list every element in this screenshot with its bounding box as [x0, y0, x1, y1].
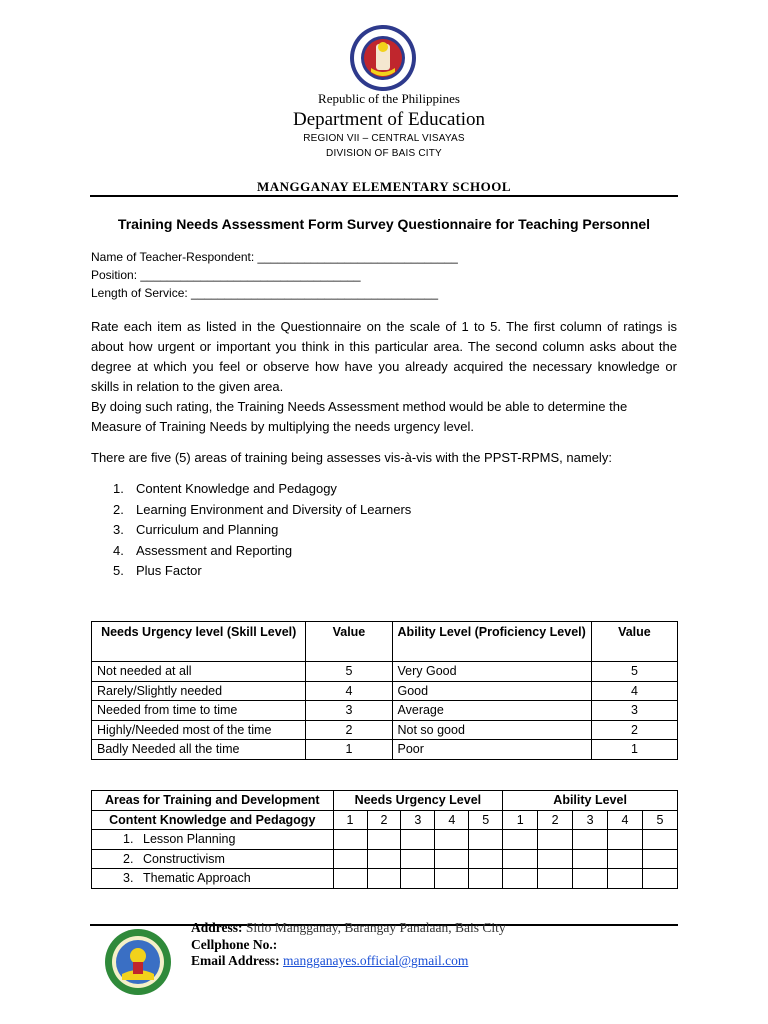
republic-line: Republic of the Philippines: [318, 91, 460, 106]
column-header: Ability Level (Proficiency Level): [392, 622, 591, 662]
rating-cell[interactable]: [503, 830, 538, 850]
rating-cell[interactable]: [401, 869, 435, 889]
column-header: Ability Level: [503, 791, 678, 811]
table-row: 1. Lesson Planning: [92, 830, 678, 850]
list-item: 2. Learning Environment and Diversity of Learners: [113, 501, 412, 517]
rating-cell[interactable]: [573, 869, 608, 889]
training-areas-list: [113, 479, 411, 582]
table-row: 3. Thematic Approach: [92, 869, 678, 889]
rating-cell[interactable]: [503, 869, 538, 889]
header-divider: [90, 195, 678, 197]
rating-cell[interactable]: [333, 849, 367, 869]
deped-seal-icon: [349, 24, 417, 92]
rating-cell[interactable]: [401, 830, 435, 850]
rating-cell[interactable]: [469, 830, 503, 850]
division-line: DIVISION OF BAIS CITY: [326, 148, 442, 159]
school-name: MANGGANAY ELEMENTARY SCHOOL: [256, 179, 512, 194]
instructions-paragraph: Rate each item as listed in the Questionnaire on the scale of 1 to 5. The first column of ratings is about how urgent or important you think in this particular area. The second column asks about the degree at which you feel or observe how have you already acquired the necessary knowledge or skills in relation to the given area.: [91, 319, 677, 394]
column-header: Value: [591, 622, 677, 662]
rating-table: [91, 790, 678, 889]
rating-cell[interactable]: [643, 830, 678, 850]
rating-cell[interactable]: [435, 869, 469, 889]
rating-cell[interactable]: [608, 830, 643, 850]
table-row: 2. Constructivism: [92, 849, 678, 869]
rating-cell[interactable]: [643, 869, 678, 889]
rating-cell[interactable]: [503, 849, 538, 869]
school-logo-icon: [104, 928, 172, 996]
rating-cell[interactable]: [435, 830, 469, 850]
email-link[interactable]: mangganayes.official@gmail.com: [283, 953, 469, 968]
phone-line: Cellphone No.:: [191, 936, 278, 952]
table-header-row: [92, 791, 678, 811]
table-row: Badly Needed all the time 1 Poor 1: [92, 740, 678, 760]
rating-cell[interactable]: [401, 849, 435, 869]
table-row: Content Knowledge and Pedagogy 1 2 3 4 5 1 2 3 4 5: [92, 810, 678, 830]
rating-cell[interactable]: [608, 849, 643, 869]
column-header: Needs Urgency Level: [333, 791, 503, 811]
email-line: Email Address: mangganayes.official@gmail.com: [191, 953, 469, 968]
school-contact: [191, 920, 506, 970]
rating-cell[interactable]: [435, 849, 469, 869]
table-row: Highly/Needed most of the time 2 Not so good 2: [92, 720, 678, 740]
column-header: Value: [306, 622, 392, 662]
list-item: 3. Curriculum and Planning: [113, 522, 279, 537]
rating-cell[interactable]: [538, 849, 573, 869]
rating-cell[interactable]: [333, 830, 367, 850]
section-header: Content Knowledge and Pedagogy: [92, 810, 334, 830]
department-title: Department of Education: [292, 109, 486, 130]
rating-cell[interactable]: [367, 849, 401, 869]
teacher-name-field: Name of Teacher-Respondent: ______________________________: [91, 250, 458, 264]
list-item: 4. Assessment and Reporting: [113, 542, 293, 558]
position-field: Position: _________________________________: [91, 268, 361, 282]
region-line: REGION VII – CENTRAL VISAYAS: [303, 133, 465, 144]
scale-table: [91, 621, 678, 760]
list-item: 1. Content Knowledge and Pedagogy: [113, 481, 337, 496]
rating-cell[interactable]: [573, 849, 608, 869]
rating-cell[interactable]: [608, 869, 643, 889]
rating-cell[interactable]: [538, 830, 573, 850]
rating-cell[interactable]: [573, 830, 608, 850]
areas-intro: There are five (5) areas of training being assesses vis-à-vis with the PPST-RPMS, namely:: [91, 450, 612, 465]
rating-cell[interactable]: [469, 849, 503, 869]
table-header-row: [92, 622, 678, 662]
rating-cell[interactable]: [538, 869, 573, 889]
length-of-service-field: Length of Service: _____________________________________: [91, 286, 438, 300]
method-paragraph: By doing such rating, the Training Needs Assessment method would be able to determine the Measure of Training Needs by multiplying the needs urgency level.: [91, 399, 628, 434]
rating-cell[interactable]: [469, 869, 503, 889]
rating-cell[interactable]: [643, 849, 678, 869]
table-row: Needed from time to time 3 Average 3: [92, 701, 678, 721]
form-title: Training Needs Assessment Form Survey Questionnaire for Teaching Personnel: [117, 216, 651, 232]
respondent-fields: [91, 248, 458, 302]
rating-cell[interactable]: [367, 830, 401, 850]
rating-cell[interactable]: [367, 869, 401, 889]
column-header: Needs Urgency level (Skill Level): [92, 622, 306, 662]
table-row: Not needed at all 5 Very Good 5: [92, 662, 678, 682]
rating-cell[interactable]: [333, 869, 367, 889]
address-line: Address: Sitio Mangganay, Barangay Panalaan, Bais City: [191, 920, 506, 935]
list-item: 5. Plus Factor: [113, 563, 202, 578]
column-header: Areas for Training and Development: [92, 791, 334, 811]
table-row: Rarely/Slightly needed 4 Good 4: [92, 681, 678, 701]
